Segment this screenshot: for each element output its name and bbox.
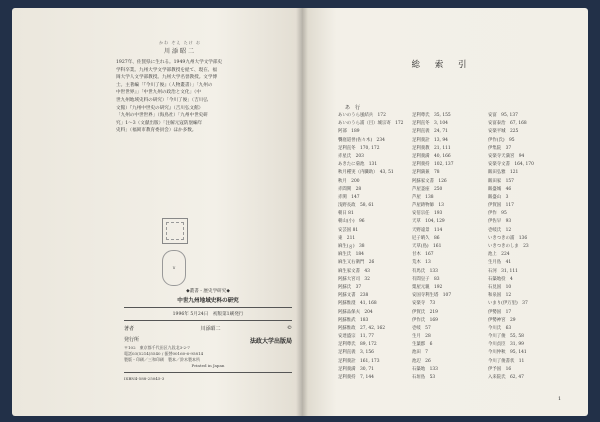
index-entry: 芦屋鋳物師 13: [412, 203, 444, 209]
index-entry: 足利義教 21, 111: [412, 145, 451, 151]
author-line: [124, 325, 292, 332]
index-entry: 尼子晴久 86: [412, 235, 440, 241]
index-entry: 池上 224: [488, 252, 510, 258]
index-column: [412, 112, 454, 382]
index-entry: 芦屋 138: [412, 194, 434, 200]
index-entry: 阿蘇惟澄 41, 168: [338, 301, 377, 307]
bio-line: 岡大学人文学部教授。九州大学名誉教授。文学博: [116, 75, 218, 81]
publisher-label: 発行所: [124, 337, 140, 343]
index-entry: 足利直冬 3, 104: [412, 121, 448, 127]
index-entry: 阿蘇文書 238: [338, 293, 369, 299]
index-entry: 和泉国 12: [488, 293, 512, 299]
index-entry: 伊集院 37: [488, 145, 512, 151]
index-entry: 今川仲秋 95, 141: [488, 350, 527, 356]
printed-in: Printed in Japan: [191, 363, 225, 368]
section-heading: あ 行: [345, 105, 361, 111]
bio-line: 学科卒業。九州大学文学部教授を経て、現在、福: [116, 67, 217, 73]
index-entry: 石垣島 53: [412, 375, 436, 380]
index-entry: あいのうら風結兵 172: [338, 113, 386, 118]
left-page-colophon: [12, 8, 302, 416]
colophon: [124, 288, 292, 382]
index-entry: 生月 28: [412, 334, 431, 340]
index-entry: 伊作 95: [488, 211, 507, 217]
index-entry: 足利直冬 170, 172: [338, 145, 380, 151]
bio-line: 世九州地域史料の研究）「今川了俊」（吉川弘: [116, 97, 208, 103]
index-entry: 安倍宗任 193: [412, 211, 443, 217]
index-entry: 安楽寺 73: [412, 301, 436, 307]
index-entry: 天草 104, 129: [412, 219, 445, 225]
index-entry: 秋月種実（内臓助） 43, 51: [338, 170, 394, 176]
divider: [124, 372, 292, 373]
index-entry: 足利尊氏 89, 172: [338, 342, 377, 348]
author-profile: [116, 40, 244, 168]
index-entry: 秋月 200: [338, 178, 360, 184]
index-entry: 天野遠景 114: [412, 227, 443, 233]
index-entry: 伊勢神宮 29: [488, 317, 516, 323]
index-entry: 今川氏 63: [488, 325, 512, 331]
publisher-name: 法政大学出版局: [249, 338, 292, 345]
isbn: ISBN4-588-25045-3: [124, 376, 165, 381]
index-entry: 足利直義 24, 71: [412, 129, 448, 135]
index-title: 総 索 引: [411, 60, 473, 70]
open-book: [12, 8, 588, 416]
index-entry: 麻生又右衛門 26: [338, 260, 375, 266]
index-column: [338, 112, 403, 382]
index-entry: 麻生氏 184: [338, 252, 364, 258]
index-entry: 伊佐早 93: [488, 219, 512, 225]
index-entry: 伊賀国 117: [488, 203, 514, 209]
index-entry: 石築地 133: [412, 366, 438, 372]
index-entry: 阿蘇品保夫 204: [338, 309, 373, 315]
index-entry: 朝山(小) 96: [338, 219, 365, 225]
index-entry: 池田 7: [412, 350, 428, 356]
seal-stamp: [162, 218, 188, 244]
index-entry: 足利尊氏 35, 155: [412, 113, 451, 118]
index-entry: 安達盛宗 11, 77: [338, 334, 374, 340]
index-entry: 安楽寺文書 164, 170: [488, 162, 534, 168]
author-label: 著者: [124, 326, 135, 332]
index-entry: 伊作(氏) 95: [488, 137, 515, 143]
author-ruby: かわ ぞえ たけ お: [159, 40, 201, 45]
index-column: [488, 112, 534, 382]
index-entry: 足利直義 3, 156: [338, 350, 374, 356]
index-entry: 石見国 10: [488, 284, 512, 290]
index-entry: 有間皇子 83: [412, 276, 440, 282]
publisher-address: 〒102 東京都千代田区九段北3-2-7: [124, 345, 190, 350]
index-entry: 飯田家 157: [488, 178, 514, 184]
index-entry: あいのうら浦（目）城宗寄 172: [338, 121, 404, 127]
book-gutter: [296, 8, 308, 416]
index-entry: 石河 31, 111: [488, 268, 518, 274]
index-entry: 足利義持 7, 144: [338, 375, 374, 380]
index-entry: 生月島 41: [488, 260, 512, 266]
copyright-mark: ©: [287, 325, 292, 331]
index-entry: 赤間関 28: [338, 186, 362, 192]
index-entry: 足利義詮 13, 94: [412, 137, 448, 143]
index-entry: 阿蘇氏 37: [338, 284, 362, 290]
index-entry: 飯盛山 3: [488, 194, 509, 200]
author-name: 川添昭二: [163, 48, 196, 55]
bio-line: 史料」（福岡市教育委員会）ほか多数。: [116, 128, 197, 134]
index-entry: 安芸国 81: [338, 227, 359, 233]
index-entry: 入来院氏 62, 47: [488, 375, 524, 380]
index-entry: あきたに菊池 131: [338, 162, 378, 168]
index-entry: 今川貞臣 31, 99: [488, 342, 524, 348]
index-entry: 芦屋釜座 250: [412, 186, 443, 192]
index-entry: 今川了俊書状 11: [488, 358, 525, 364]
index-entry: 粟屋元親 192: [412, 284, 443, 290]
book-title: 中世九州地域史料の研究: [177, 298, 239, 304]
index-entry: 壱岐 57: [412, 325, 431, 331]
index-entry: 赤関 147: [338, 194, 360, 200]
index-entry: 饗庭道誉(佐々木) 234: [338, 137, 385, 143]
index-entry: 阿蘇惟武 183: [338, 317, 369, 323]
index-entry: いきつきの浦 136: [488, 235, 528, 241]
index-entry: 安国寺利生塔 107: [412, 293, 452, 299]
index-entry: 阿蘇家文書 126: [412, 178, 447, 184]
index-entry: 阿蘇惟政 27, 42, 162: [338, 325, 386, 331]
index-entry: 安富 95, 137: [488, 113, 518, 118]
index-entry: 安富泰治 67, 168: [488, 121, 527, 127]
index-entry: 朝日 81: [338, 211, 354, 217]
bio-line: 文館）『九州中世史の研究』（吉川弘文館）: [116, 105, 204, 111]
index-entry: 伊勢国 17: [488, 309, 512, 315]
right-page-index: [302, 8, 588, 416]
index-entry: 安楽平城 225: [488, 129, 519, 135]
price-mark: ¥: [162, 250, 186, 286]
bio-line: 究」1〜3（文献出版）「注解元寇防塁編年: [116, 120, 203, 126]
publication-date: 1996年 5月24日 初版第1刷発行: [172, 312, 244, 317]
index-entry: 有馬氏 133: [412, 268, 438, 274]
page-number: 1: [558, 396, 562, 402]
index-entry: いきつきのしま 23: [488, 244, 529, 249]
publisher-line: [124, 336, 292, 345]
series-name: ◆叢書・歴史学研究◆: [186, 289, 230, 294]
index-entry: 浅野長政 58, 61: [338, 203, 374, 209]
inspection-seal-area: [162, 218, 188, 286]
index-entry: 麻生家文書 43: [338, 268, 370, 274]
author-value: 川添昭二: [200, 326, 221, 332]
index-entry: 今川了俊 55, 58: [488, 334, 524, 340]
index-entry: 足利義満 30, 71: [338, 366, 374, 372]
index-entry: 荒木 13: [412, 260, 431, 266]
index-entry: 飯田弘雅 121: [488, 170, 519, 176]
bio-line: 中世世界』」「中世九州の政治と文化」（中: [116, 90, 201, 96]
index-entry: 赤星氏 203: [338, 153, 364, 159]
index-entry: 伊作氏 169: [412, 317, 438, 323]
index-entry: 阿蘇大宮司 32: [338, 276, 370, 282]
index-entry: 石築地役 4: [488, 276, 513, 282]
divider: [124, 320, 292, 321]
index-entry: 麻生(ｇ) 38: [338, 244, 365, 249]
index-entry: いまり(伊万里) 37: [488, 301, 528, 307]
index-entry: 生葉郡 6: [412, 342, 433, 348]
index-entry: 東 211: [338, 235, 356, 241]
index-entry: 甘木 167: [412, 252, 434, 258]
bio-line: 士。主著編「『今川了俊』（人物叢書）」「九州の: [116, 82, 213, 88]
index-entry: 天草(島) 161: [412, 244, 442, 249]
index-entry: 足利義持 102, 137: [412, 162, 454, 168]
bio-line: 「九州の中世世界」（海鳥社）「九州中世史研: [116, 113, 208, 119]
index-entry: 足利義満 40, 166: [412, 153, 451, 159]
index-entry: 伊賀氏 219: [412, 309, 438, 315]
publisher-phone: 電話03(5214)5540 / 振替00160-6-95814: [124, 351, 204, 356]
bio-line: 1927年、佐賀県に生れる。1949九州大学文学部史: [116, 60, 223, 65]
index-entry: 池辺 26: [412, 358, 431, 364]
index-entry: 伊予国 16: [488, 366, 512, 372]
author-bio: [116, 59, 244, 135]
index-entry: 安楽寺天満宮 94: [488, 153, 525, 159]
divider: [124, 307, 292, 308]
index-entry: 壱岐氏 12: [488, 227, 512, 233]
index-entry: 足利満兼 78: [412, 170, 440, 176]
index-entry: 阿部 189: [338, 129, 360, 135]
printer-info: 製版・印刷／三和印刷 製本／鈴木製本所: [124, 357, 200, 362]
index-entry: 飯盛城 46: [488, 186, 512, 192]
index-entry: 足利義詮 161, 173: [338, 358, 380, 364]
